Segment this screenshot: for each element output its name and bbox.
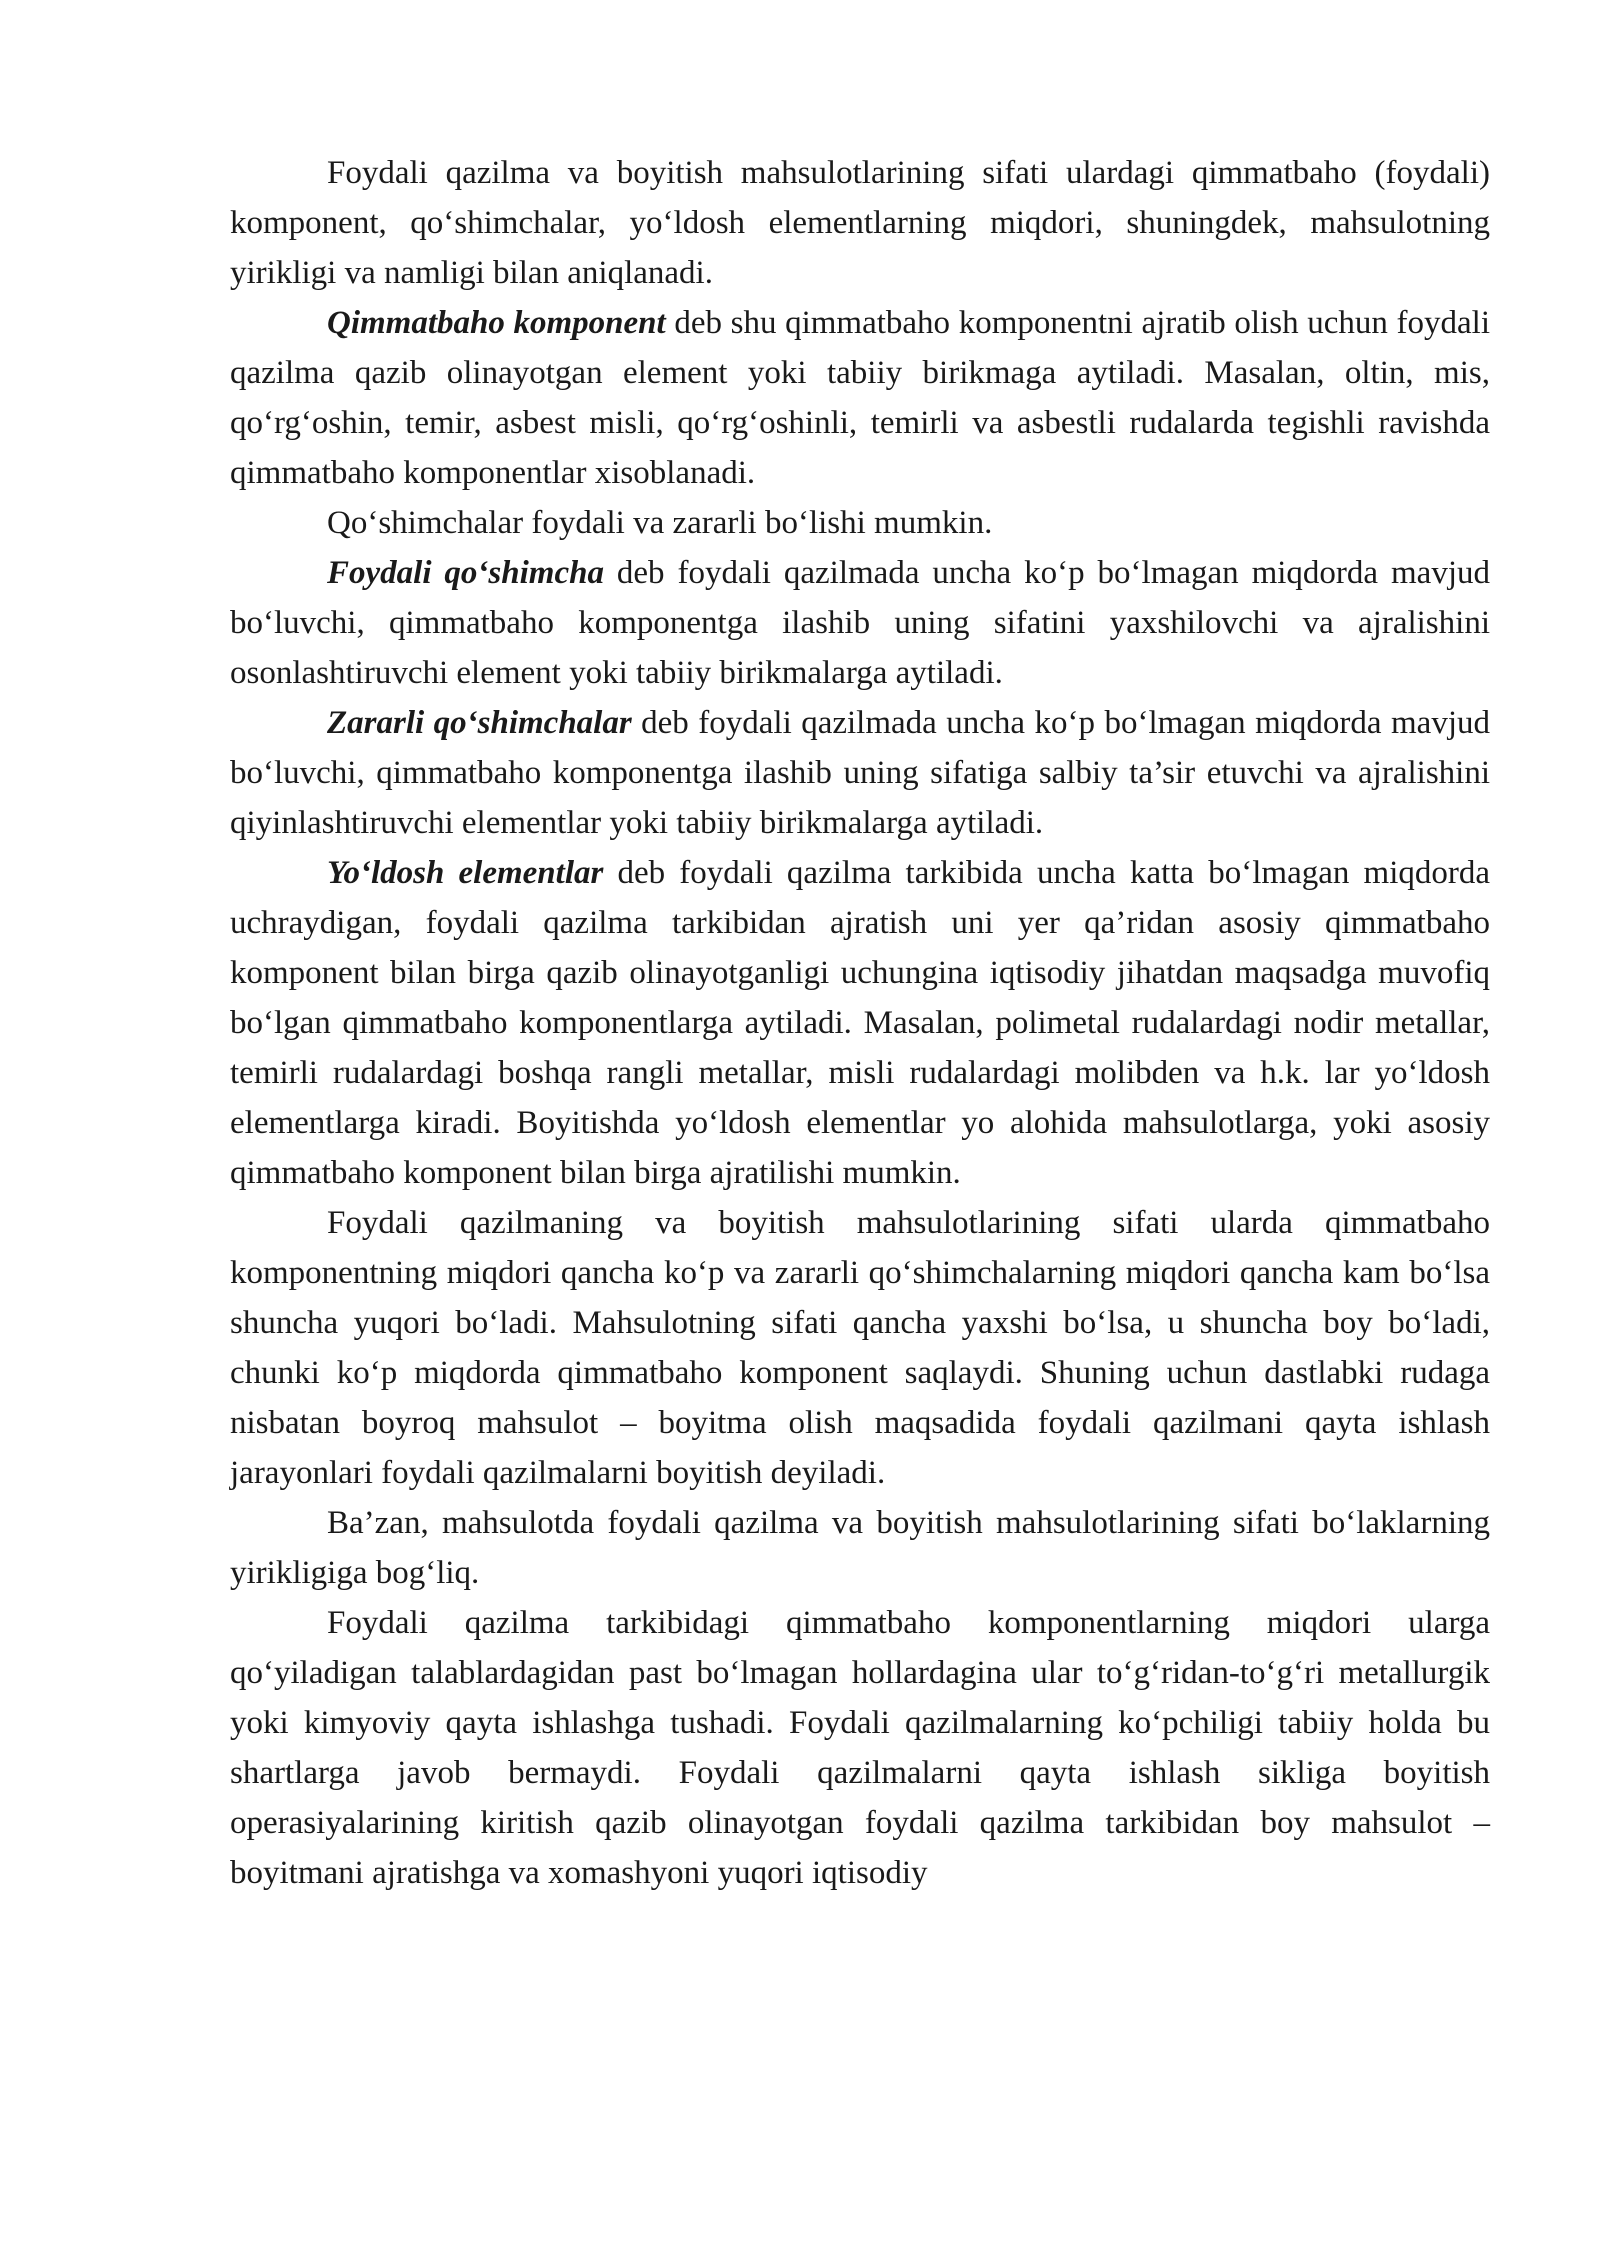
document-page [230,148,1490,1898]
term-valuable-component: Qimmatbaho komponent [327,305,666,341]
paragraph-text: Foydali qazilmaning va boyitish mahsulotlarining sifati ularda qimmatbaho komponentning miqdori qancha ko‘p va zararli qo‘shimchalarning miqdori qancha kam bo‘lsa shuncha yuqori bo‘ladi. Mahsulotning sifati qancha yaxshi bo‘lsa, u shuncha boy bo‘ladi, chunki ko‘p miqdorda qimmatbaho komponent saqlaydi. Shuning uchun dastlabki rudaga nisbatan boyroq mahsulot – boyitma olish maqsadida foydali qazilmani qayta ishlash jarayonlari foydali qazilmalarni boyitish deyiladi. [230,1205,1490,1491]
paragraph-text: Ba’zan, mahsulotda foydali qazilma va boyitish mahsulotlarining sifati bo‘laklarning yirikligiga bog‘liq. [230,1505,1490,1591]
term-associated-elements: Yo‘ldosh elementlar [327,855,604,891]
paragraph-text: deb foydali qazilmada uncha ko‘p bo‘lmagan miqdorda mavjud bo‘luvchi, qimmatbaho komponentga ilashib uning sifatini yaxshilovchi va ajralishini osonlashtiruvchi element yoki tabiiy birikmalarga aytiladi. [230,555,1490,691]
paragraph-processing [230,1598,1490,1898]
term-useful-impurity: Foydali qo‘shimcha [327,555,604,591]
paragraph-text: Foydali qazilma va boyitish mahsulotlarining sifati ulardagi qimmatbaho (foydali) komponent, qo‘shimchalar, yo‘ldosh elementlarning miqdori, shuningdek, mahsulotning yirikligi va namligi bilan aniqlanadi. [230,155,1490,291]
term-harmful-impurities: Zararli qo‘shimchalar [327,705,632,741]
paragraph-harmful-impurities [230,698,1490,848]
paragraph-text: deb shu qimmatbaho komponentni ajratib olish uchun foydali qazilma qazib olinayotgan element yoki tabiiy birikmaga aytiladi. Masalan, oltin, mis, qo‘rg‘oshin, temir, asbest misli, qo‘rg‘oshinli, temirli va asbestli rudalarda tegishli ravishda qimmatbaho komponentlar xisoblanadi. [230,305,1490,491]
paragraph-text: Qo‘shimchalar foydali va zararli bo‘lishi mumkin. [327,505,993,541]
paragraph-size-dependence [230,1498,1490,1598]
paragraph-text: deb foydali qazilma tarkibida uncha katta bo‘lmagan miqdorda uchraydigan, foydali qazilma tarkibidan ajratish uni yer qa’ridan asosiy qimmatbaho komponent bilan birga qazib olinayotganligi uchungina iqtisodiy jihatdan maqsadga muvofiq bo‘lgan qimmatbaho komponentlarga aytiladi. Masalan, polimetal rudalardagi nodir metallar, temirli rudalardagi boshqa rangli metallar, misli rudalardagi molibden va h.k. lar yo‘ldosh elementlarga kiradi. Boyitishda yo‘ldosh elementlar yo alohida mahsulotlarga, yoki asosiy qimmatbaho komponent bilan birga ajratilishi mumkin. [230,855,1490,1191]
paragraph-useful-impurity [230,548,1490,698]
paragraph-associated-elements [230,848,1490,1198]
paragraph-valuable-component [230,298,1490,498]
paragraph-impurities [230,498,1490,548]
paragraph-text: deb foydali qazilmada uncha ko‘p bo‘lmagan miqdorda mavjud bo‘luvchi, qimmatbaho komponentga ilashib uning sifatiga salbiy ta’sir etuvchi va ajralishini qiyinlashtiruvchi elementlar yoki tabiiy birikmalarga aytiladi. [230,705,1490,841]
paragraph-quality-enrichment [230,1198,1490,1498]
paragraph-quality [230,148,1490,298]
paragraph-text: Foydali qazilma tarkibidagi qimmatbaho komponentlarning miqdori ularga qo‘yiladigan talablardagidan past bo‘lmagan hollardagina ular to‘g‘ridan-to‘g‘ri metallurgik yoki kimyoviy qayta ishlashga tushadi. Foydali qazilmalarning ko‘pchiligi tabiiy holda bu shartlarga javob bermaydi. Foydali qazilmalarni qayta ishlash sikliga boyitish operasiyalarining kiritish qazib olinayotgan foydali qazilma tarkibidan boy mahsulot – boyitmani ajratishga va xomashyoni yuqori iqtisodiy [230,1605,1490,1891]
